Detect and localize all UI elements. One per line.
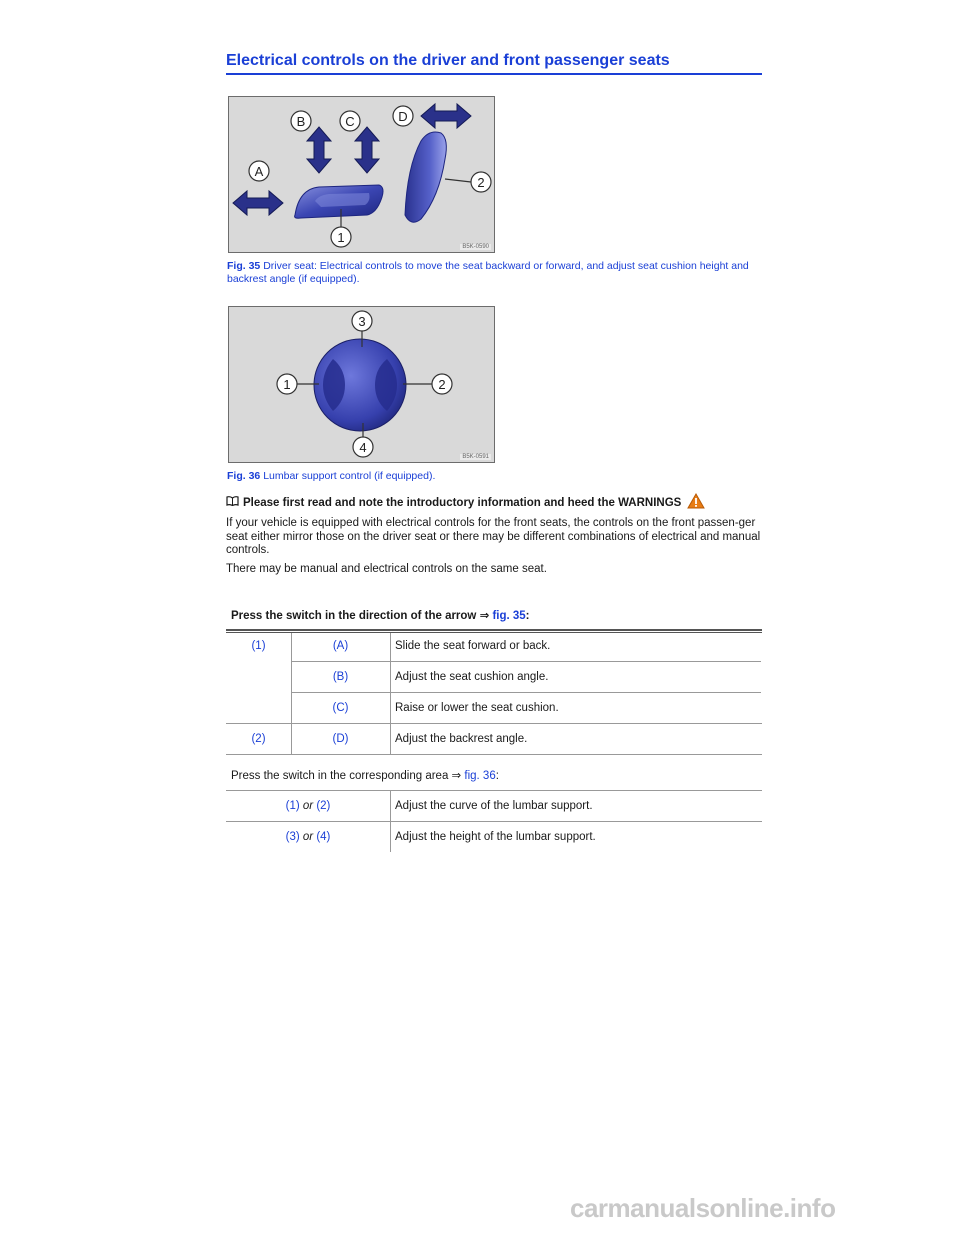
table-1-cell: (2): [251, 733, 266, 745]
lumbar-ref: (2): [316, 800, 331, 812]
figure-code: B5K-0590: [462, 244, 489, 250]
figure-36-caption: [227, 470, 767, 483]
arrow-b-icon: [307, 127, 331, 173]
seat-controls-illustration: [229, 97, 494, 252]
backrest-switch-icon: [405, 132, 446, 222]
figure-36: [228, 306, 495, 463]
intro-text: Please first read and note the introductory information and heed the WARNINGS: [243, 497, 682, 509]
label-d: D: [398, 109, 408, 124]
arrow-c-icon: [355, 127, 379, 173]
table-1-top-rule: [226, 629, 762, 633]
table-1-cell: (D): [332, 733, 349, 745]
table-2-heading: [231, 768, 499, 782]
table-2-top-rule: [226, 790, 762, 791]
label-1: 1: [337, 230, 345, 245]
fig-36-link[interactable]: fig. 36: [464, 770, 496, 782]
paragraph-1: If your vehicle is equipped with electrical controls for the front seats, the controls on the front passen-ger seat either mirror those on the driver seat or there may be different combinations of electrical and manual controls.: [226, 517, 761, 556]
table-1-bottom-rule: [226, 754, 762, 755]
table-2-cell: [226, 799, 390, 813]
label-3: 3: [358, 314, 366, 329]
table-1-cell: (A): [332, 640, 349, 652]
figure-code: B5K-0591: [462, 454, 489, 460]
table-1-row-rule: [291, 692, 761, 693]
table-1-cell: (1): [251, 640, 266, 652]
table-1-row-rule: [291, 661, 761, 662]
caption-text: Driver seat: Electrical controls to move the seat backward or forward, and adjust seat cushion height and backrest angle (if equipped).: [227, 260, 749, 285]
table-1-cell: Raise or lower the seat cushion.: [395, 702, 559, 714]
label-c: C: [345, 114, 355, 129]
or-text: or: [302, 831, 314, 843]
arrow-a-icon: [233, 191, 283, 215]
warning-icon: [687, 493, 705, 512]
paragraph-2: There may be manual and electrical controls on the same seat.: [226, 563, 547, 575]
table-1-cell: Adjust the seat cushion angle.: [395, 671, 549, 683]
table-2-cell: Adjust the height of the lumbar support.: [395, 831, 596, 843]
table-1-cell: (B): [332, 671, 349, 683]
lumbar-ref: (3): [285, 831, 300, 843]
lumbar-ref: (1): [285, 800, 300, 812]
figure-35: [228, 96, 495, 253]
or-text: or: [302, 800, 314, 812]
label-4: 4: [359, 440, 367, 455]
heading-colon: :: [495, 770, 499, 782]
watermark: carmanualsonline.info: [570, 1193, 836, 1223]
table-1-heading: [231, 608, 530, 622]
table-1-divider: [390, 633, 391, 754]
arrow-d-icon: [421, 104, 471, 128]
book-icon: [226, 496, 239, 509]
heading-colon: :: [525, 610, 530, 622]
arrow-icon: ⇒: [479, 610, 490, 622]
table-2-row-rule: [226, 821, 762, 822]
label-1: 1: [283, 377, 291, 392]
heading-text: Press the switch in the corresponding area: [231, 770, 449, 782]
arrow-icon: ⇒: [451, 770, 462, 782]
caption-number: Fig. 36: [227, 470, 261, 482]
lumbar-ref: (4): [316, 831, 331, 843]
table-2-cell: [226, 830, 390, 844]
table-1-row-rule: [226, 723, 762, 724]
table-1-cell: Slide the seat forward or back.: [395, 640, 551, 652]
page-title: Electrical controls on the driver and front passenger seats: [226, 52, 762, 75]
table-1-cell: Adjust the backrest angle.: [395, 733, 528, 745]
intro-notice: [226, 493, 766, 512]
table-2-divider: [390, 790, 391, 852]
label-b: B: [296, 114, 306, 129]
lumbar-control-illustration: [229, 307, 494, 462]
heading-text: Press the switch in the direction of the arrow: [231, 610, 477, 622]
table-1-cell: (C): [332, 702, 349, 714]
caption-text: Lumbar support control (if equipped).: [263, 470, 436, 482]
label-2: 2: [477, 175, 485, 190]
table-2-cell: Adjust the curve of the lumbar support.: [395, 800, 593, 812]
label-2: 2: [438, 377, 446, 392]
label-a: A: [254, 164, 264, 179]
figure-35-caption: [227, 260, 767, 286]
fig-35-link[interactable]: fig. 35: [492, 610, 526, 622]
caption-number: Fig. 35: [227, 260, 261, 272]
